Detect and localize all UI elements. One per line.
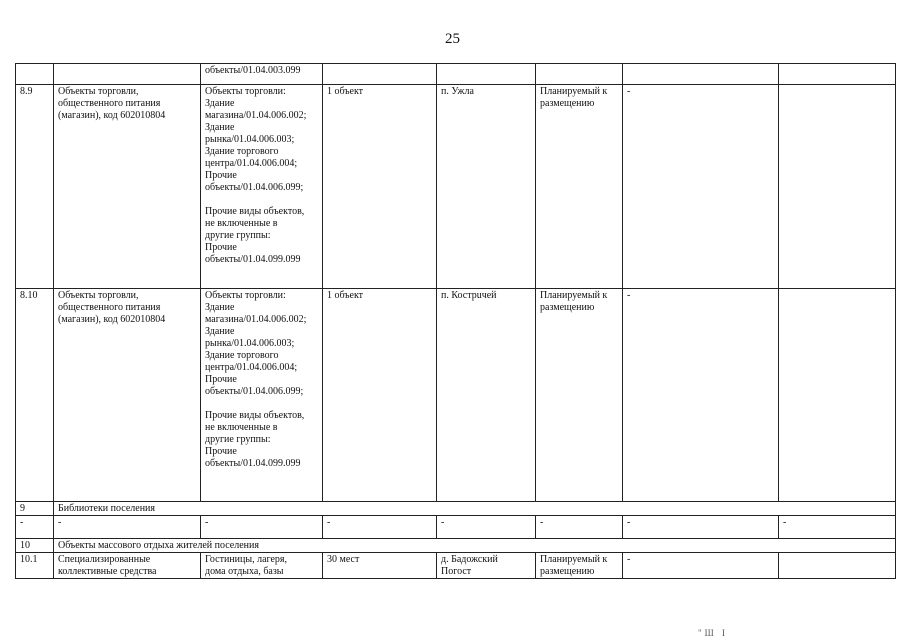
object-name: Объекты торговли, общественного питания (магазин), код 602010804 bbox=[54, 289, 201, 502]
row-number: 8.9 bbox=[16, 85, 54, 289]
object-name: - bbox=[54, 516, 201, 539]
table-row bbox=[16, 85, 896, 289]
section-title: Объекты массового отдыха жителей поселения bbox=[54, 539, 896, 553]
object-location: п. Кострuчей bbox=[437, 289, 536, 502]
object-location: д. Бадожский Погост bbox=[437, 553, 536, 579]
scan-mark: "Ш I bbox=[698, 628, 728, 638]
object-kind: Гостиницы, лагеря, дома отдыха, базы bbox=[201, 553, 323, 579]
column-8 bbox=[779, 85, 896, 289]
object-capacity: 1 объект bbox=[323, 85, 437, 289]
objects-table bbox=[15, 63, 896, 579]
object-status: Планируемый к размещению bbox=[536, 553, 623, 579]
column-7: - bbox=[623, 553, 779, 579]
row-number: 10.1 bbox=[16, 553, 54, 579]
section-title: Библиотеки поселения bbox=[54, 502, 896, 516]
column-8 bbox=[779, 553, 896, 579]
object-name bbox=[54, 64, 201, 85]
table-row bbox=[16, 553, 896, 579]
object-location: п. Ужла bbox=[437, 85, 536, 289]
table-row bbox=[16, 289, 896, 502]
object-status: - bbox=[536, 516, 623, 539]
section-number: 10 bbox=[16, 539, 54, 553]
row-number: - bbox=[16, 516, 54, 539]
row-number: 8.10 bbox=[16, 289, 54, 502]
column-7: - bbox=[623, 289, 779, 502]
object-kind: Объекты торговли: Здание магазина/01.04.006.002; Здание рынка/01.04.006.003; Здание торгового центра/01.04.006.004; Прочие объекты/01.04.006.099; Прочие виды объектов, не включенные в другие группы: Прочие объекты/01.04.099.099 bbox=[201, 85, 323, 289]
object-status bbox=[536, 64, 623, 85]
section-number: 9 bbox=[16, 502, 54, 516]
object-name: Объекты торговли, общественного питания (магазин), код 602010804 bbox=[54, 85, 201, 289]
object-status: Планируемый к размещению bbox=[536, 85, 623, 289]
object-kind: Объекты торговли: Здание магазина/01.04.006.002; Здание рынка/01.04.006.003; Здание торгового центра/01.04.006.004; Прочие объекты/01.04.006.099; Прочие виды объектов, не включенные в другие группы: Прочие объекты/01.04.099.099 bbox=[201, 289, 323, 502]
column-8 bbox=[779, 64, 896, 85]
section-row bbox=[16, 502, 896, 516]
column-7 bbox=[623, 64, 779, 85]
object-capacity: - bbox=[323, 516, 437, 539]
object-name: Специализированные коллективные средства bbox=[54, 553, 201, 579]
object-kind: объекты/01.04.003.099 bbox=[201, 64, 323, 85]
object-status: Планируемый к размещению bbox=[536, 289, 623, 502]
object-capacity: 1 объект bbox=[323, 289, 437, 502]
object-location: - bbox=[437, 516, 536, 539]
column-8 bbox=[779, 289, 896, 502]
page-number: 25 bbox=[445, 31, 460, 47]
table-row bbox=[16, 516, 896, 539]
row-number bbox=[16, 64, 54, 85]
object-kind: - bbox=[201, 516, 323, 539]
object-capacity bbox=[323, 64, 437, 85]
column-7: - bbox=[623, 85, 779, 289]
column-7: - bbox=[623, 516, 779, 539]
object-capacity: 30 мест bbox=[323, 553, 437, 579]
object-location bbox=[437, 64, 536, 85]
table-row bbox=[16, 64, 896, 85]
section-row bbox=[16, 539, 896, 553]
column-8: - bbox=[779, 516, 896, 539]
